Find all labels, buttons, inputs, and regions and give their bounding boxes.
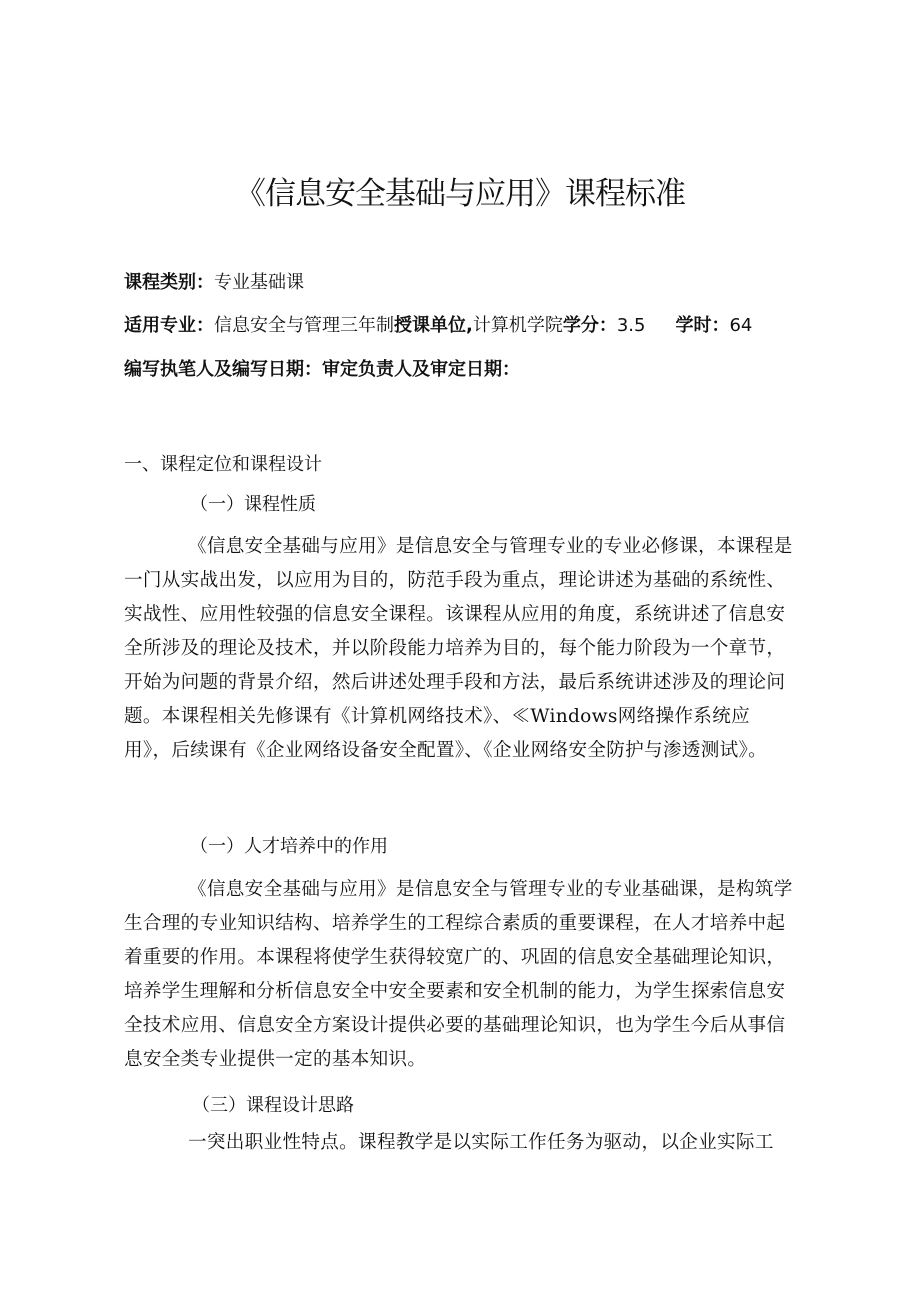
paragraph-line: 实战性、应用性较强的信息安全课程。该课程从应用的角度，系统讲述了信息安: [124, 604, 786, 625]
author-label: 编写执笔人及编写日期：审定负责人及审定日期：: [124, 359, 520, 380]
paragraph-line: 培养学生理解和分析信息安全中安全要素和安全机制的能力，为学生探索信息安: [124, 981, 786, 1002]
unit-label: 授课单位,: [394, 315, 473, 336]
paragraph-line: 《信息安全基础与应用》是信息安全与管理专业的专业必修课，本课程是: [188, 536, 793, 557]
subsection-2-paragraph: [124, 873, 836, 1077]
paragraph-line: 全所涉及的理论及技术，并以阶段能力培养为目的，每个能力阶段为一个章节，: [124, 638, 786, 659]
hours-value: 64: [729, 315, 753, 336]
subsection-1-heading: （一）课程性质: [190, 494, 316, 515]
paragraph-line: 一门从实战出发，以应用为目的，防范手段为重点，理论讲述为基础的系统性、: [124, 570, 786, 591]
paragraph-line: 开始为问题的背景介绍，然后讲述处理手段和方法，最后系统讲述涉及的理论问: [124, 672, 786, 693]
paragraph-line: 题。本课程相关先修课有《计算机网络技术》、≪Windows网络操作系统应: [124, 706, 750, 727]
subsection-3-heading: （三）课程设计思路: [192, 1095, 354, 1116]
unit-value: 计算机学院: [472, 315, 563, 336]
paragraph-line: 用》，后续课有《企业网络设备安全配置》、《企业网络安全防护与渗透测试》。: [124, 740, 767, 761]
paragraph-line: 《信息安全基础与应用》是信息安全与管理专业的专业基础课，是构筑学: [188, 879, 793, 900]
credit-value: 3.5: [616, 315, 646, 336]
meta-category: [124, 268, 304, 294]
paragraph-line: 全技术应用、信息安全方案设计提供必要的基础理论知识，也为学生今后从事信: [124, 1015, 786, 1036]
subsection-1-paragraph: [124, 530, 836, 768]
paragraph-line: 息安全类专业提供一定的基本知识。: [124, 1049, 427, 1070]
category-label: 课程类别：: [124, 272, 214, 293]
subsection-2-heading: （一）人才培养中的作用: [190, 836, 388, 857]
meta-major-line: [124, 311, 752, 337]
paragraph-line: 一突出职业性特点。课程教学是以实际工作任务为驱动，以企业实际工: [188, 1132, 774, 1153]
credit-label: 学分：: [562, 315, 617, 336]
document-title: 《信息安全基础与应用》课程标准: [235, 176, 685, 212]
meta-author-line: [124, 355, 520, 381]
category-value: 专业基础课: [214, 272, 304, 293]
major-label: 适用专业：: [124, 315, 214, 336]
section-1-heading: 一、课程定位和课程设计: [124, 454, 322, 475]
paragraph-line: 生合理的专业知识结构、培养学生的工程综合素质的重要课程，在人才培养中起: [124, 913, 786, 934]
major-value: 信息安全与管理三年制: [214, 315, 394, 336]
subsection-3-paragraph: [124, 1126, 836, 1160]
hours-label: 学时：: [675, 315, 730, 336]
paragraph-line: 着重要的作用。本课程将使学生获得较宽广的、巩固的信息安全基础理论知识，: [124, 947, 786, 968]
